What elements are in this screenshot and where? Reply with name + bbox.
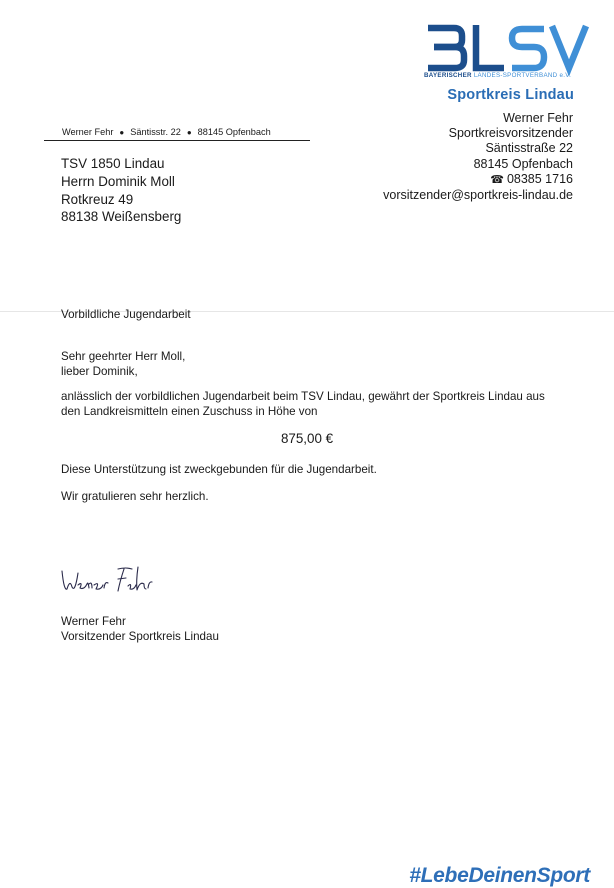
return-city: 88145 Opfenbach xyxy=(197,127,271,137)
sender-phone-line xyxy=(383,172,573,188)
sender-block xyxy=(383,111,573,203)
sender-phone: 08385 1716 xyxy=(506,171,573,186)
body-paragraph xyxy=(61,389,581,420)
bullet-icon: ● xyxy=(119,128,125,137)
recipient-line: Herrn Dominik Moll xyxy=(61,173,175,189)
sender-name: Werner Fehr xyxy=(503,111,573,125)
signer-name: Werner Fehr xyxy=(61,615,126,628)
congratulations-text: Wir gratulieren sehr herzlich. xyxy=(61,490,209,503)
signer-block xyxy=(61,614,219,645)
handwritten-signature xyxy=(58,561,168,597)
purpose-text: Diese Unterstützung ist zweckgebunden für die Jugendarbeit. xyxy=(61,463,377,476)
recipient-address xyxy=(61,155,181,226)
salutation xyxy=(61,349,185,380)
salutation-line: lieber Dominik, xyxy=(61,365,138,379)
return-address xyxy=(62,127,271,137)
salutation-line: Sehr geehrter Herr Moll, xyxy=(61,350,186,363)
footer-hashtag: #LebeDeinenSport xyxy=(409,864,590,887)
phone-icon: ☎ xyxy=(490,173,504,186)
letter-subject: Vorbildliche Jugendarbeit xyxy=(61,308,191,321)
sender-role: Sportkreisvorsitzender xyxy=(448,126,573,141)
logo-subtitle-rest: LANDES-SPORTVERBAND e.V. xyxy=(473,72,572,79)
sender-email[interactable]: vorsitzender@sportkreis-lindau.de xyxy=(383,188,573,203)
sender-street: Säntisstraße 22 xyxy=(485,141,573,156)
recipient-line: Rotkreuz 49 xyxy=(61,191,134,207)
body-line: den Landkreismitteln einen Zuschuss in Höhe von xyxy=(61,405,318,419)
body-line: anlässlich der vorbildlichen Jugendarbeit beim TSV Lindau, gewährt der Sportkreis Lindau aus xyxy=(61,390,545,403)
return-street: Säntisstr. 22 xyxy=(130,127,181,137)
return-name: Werner Fehr xyxy=(62,127,114,137)
signer-title: Vorsitzender Sportkreis Lindau xyxy=(61,630,219,644)
bullet-icon: ● xyxy=(186,128,192,137)
logo-subtitle-bold: BAYERISCHER xyxy=(424,72,472,79)
district-name: Sportkreis Lindau xyxy=(447,87,574,103)
recipient-line: TSV 1850 Lindau xyxy=(61,156,165,171)
logo-subtitle xyxy=(424,72,592,79)
return-address-rule xyxy=(44,140,310,141)
grant-amount: 875,00 € xyxy=(280,431,334,446)
sender-city: 88145 Opfenbach xyxy=(473,156,573,171)
recipient-line: 88138 Weißensberg xyxy=(61,209,182,225)
